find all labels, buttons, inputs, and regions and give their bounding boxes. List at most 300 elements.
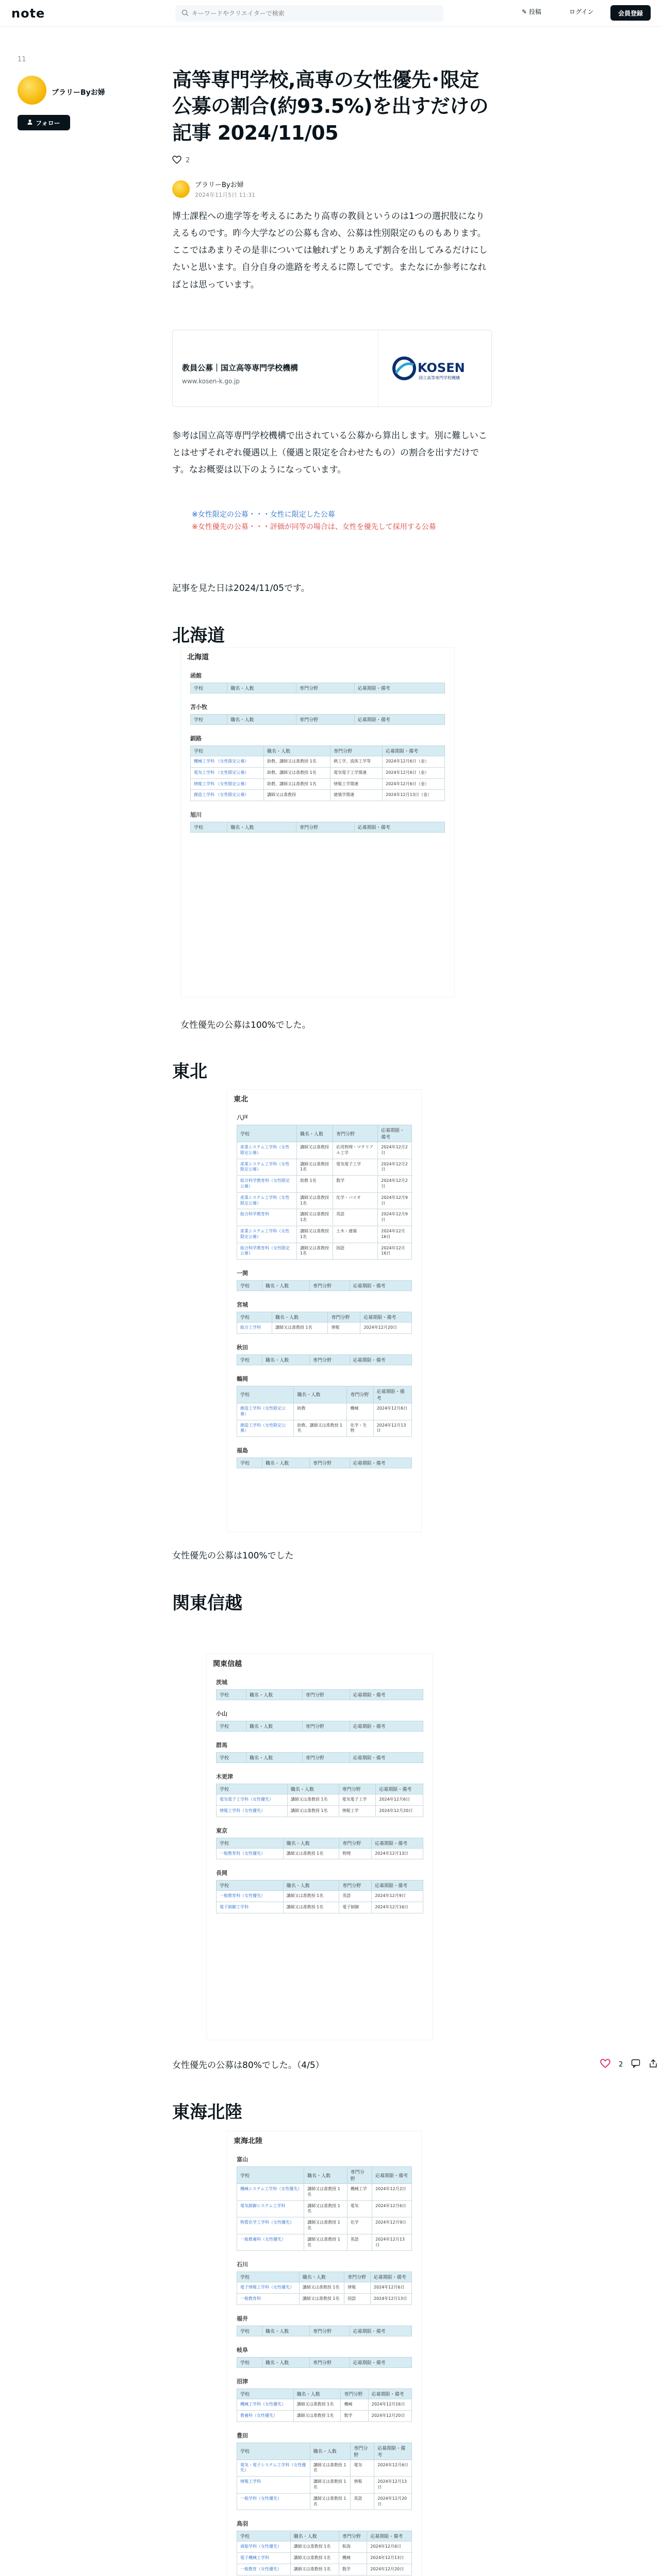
- table-row: [237, 1403, 412, 1420]
- table-row: [191, 767, 445, 778]
- pen-icon: ✎: [522, 8, 527, 15]
- table-header-cell: 応募期限・備考: [350, 1458, 411, 1468]
- table-header-cell: 学校: [191, 683, 227, 693]
- table-header-cell: 専門分野: [296, 715, 355, 725]
- kanto-table-screenshot: [206, 1654, 433, 2040]
- table-cell: 2024年12月2日: [378, 1176, 412, 1193]
- table-cell: 電気: [351, 2460, 374, 2477]
- school-table: [237, 1354, 412, 1365]
- table-header-cell: 職名・人数: [246, 1753, 303, 1763]
- table-cell: 2024年12月6日: [374, 2460, 412, 2477]
- table-header-cell: 学校: [237, 1125, 297, 1142]
- table-cell: 機械: [339, 2553, 367, 2564]
- table-cell[interactable]: 創造工学科 （女性限定公募）: [191, 790, 264, 801]
- table-header-cell: 職名・人数: [227, 715, 296, 725]
- table-header-cell: 職名・人数: [310, 2443, 351, 2460]
- table-cell: 電気電子工学: [333, 1159, 378, 1176]
- table-header-cell: 学校: [237, 1386, 294, 1403]
- table-cell: 講師又は准教授 1名: [293, 2410, 341, 2421]
- table-cell: 2024年12月13日: [372, 1848, 423, 1859]
- like-row: [172, 156, 492, 166]
- table-cell: 2024年12月9日: [372, 1891, 423, 1902]
- table-cell: 電気電子工学: [339, 1794, 376, 1806]
- table-header-cell: 専門分野: [351, 2443, 374, 2460]
- table-cell: 講師又は准教授 1名: [283, 1902, 339, 1913]
- table-header-cell: 学校: [217, 1721, 246, 1732]
- table-cell: 化学・バイオ: [333, 1192, 378, 1209]
- school-table: [216, 1752, 423, 1763]
- table-header-cell: 応募期限・備考: [354, 822, 444, 833]
- table-cell: 講師又は准教授 1名: [272, 1323, 328, 1334]
- table-row: [237, 2460, 412, 2477]
- table-cell: 講師又は准教授 1名: [304, 2234, 347, 2251]
- table-cell: 2024年12月16日: [378, 1243, 412, 1260]
- article-author[interactable]: [172, 179, 492, 199]
- table-header-cell: 職名・人数: [283, 1838, 339, 1848]
- school-table: [216, 1689, 423, 1700]
- table-row: [237, 1420, 412, 1437]
- table-header-cell: 職名・人数: [272, 1312, 328, 1323]
- school-table: [216, 1838, 423, 1860]
- section-heading-hokkaido: 北海道: [172, 625, 225, 646]
- table-cell: 講師又は准教授: [296, 1142, 333, 1159]
- table-header-cell: 応募期限・備考: [368, 2388, 411, 2399]
- table-cell: 機械工学: [347, 2184, 372, 2201]
- table-header-cell: 学校: [191, 822, 227, 833]
- table-header-cell: 応募期限・備考: [354, 683, 444, 693]
- article-author-name[interactable]: ブラリーByお婦: [195, 181, 244, 189]
- floating-actions: [600, 2059, 658, 2070]
- table-header-cell: 専門分野: [309, 2326, 350, 2336]
- table-cell: 講師又は准教授 1名: [290, 2553, 339, 2564]
- hokkaido-table-screenshot: [180, 647, 455, 997]
- table-cell: 数学: [339, 2564, 367, 2575]
- search-icon: [181, 9, 189, 19]
- share-icon[interactable]: [649, 2059, 658, 2070]
- table-cell: 機械: [347, 1403, 373, 1420]
- table-cell[interactable]: 一般教育（女性優先）: [237, 2564, 291, 2575]
- table-row: [237, 1192, 412, 1209]
- table-cell[interactable]: 産業システム工学科（女性限定公募）: [237, 1192, 297, 1209]
- table-cell[interactable]: 電子情報工学科（女性優先）: [237, 2282, 300, 2294]
- table-cell: 講師又は准教授 1名: [299, 2282, 344, 2294]
- section-heading-tohoku: 東北: [172, 1061, 207, 1082]
- table-cell: 情報工学: [339, 1805, 376, 1817]
- table-cell: 国語: [344, 2294, 371, 2305]
- school-table: [216, 1721, 423, 1732]
- checked-date: 記事を見た日は2024/11/05です。: [172, 583, 310, 594]
- table-row: [217, 1848, 423, 1859]
- table-cell: 講師又は准教授 1名: [299, 2294, 344, 2305]
- table-cell: 2024年12月9日: [372, 2217, 412, 2234]
- table-cell: 2024年12月6日（金）: [383, 767, 445, 778]
- top-header: [0, 0, 662, 27]
- table-row: [237, 2493, 412, 2510]
- table-header-cell: 専門分野: [296, 822, 355, 833]
- school-name: 豊田: [237, 2432, 248, 2439]
- author-avatar[interactable]: [18, 76, 46, 105]
- table-row: [217, 1794, 423, 1806]
- table-cell[interactable]: 産業システム工学科（女性限定公募）: [237, 1159, 297, 1176]
- school-table: [237, 1280, 412, 1291]
- tokai-table-screenshot: [227, 2131, 422, 2576]
- table-cell: 助教、講師又は准教授 1名: [294, 1420, 347, 1437]
- table-cell: 2024年12月2日: [378, 1159, 412, 1176]
- table-cell: 2024年12月6日（金）: [383, 756, 445, 768]
- table-header-cell: 学校: [237, 1312, 272, 1323]
- table-header-cell: 応募期限・備考: [350, 1753, 423, 1763]
- login-link[interactable]: ログイン: [569, 8, 594, 15]
- table-row: [237, 2553, 412, 2564]
- school-name: 旭川: [190, 811, 202, 819]
- table-header-cell: 学校: [217, 1838, 284, 1848]
- shot-title: 東海北陸: [234, 2137, 262, 2145]
- table-header-cell: 学校: [237, 1354, 262, 1365]
- table-cell: 2024年12月20日: [367, 2564, 412, 2575]
- table-header-cell: 学校: [191, 715, 227, 725]
- table-header-cell: 学校: [237, 1281, 262, 1291]
- table-row: [237, 2410, 412, 2421]
- table-header-cell: 応募期限・備考: [350, 1354, 411, 1365]
- table-header-cell: 職名・人数: [246, 1690, 303, 1700]
- table-header-cell: 職名・人数: [290, 2531, 339, 2541]
- post-link[interactable]: [522, 7, 541, 16]
- school-name: 東京: [216, 1827, 227, 1834]
- table-cell[interactable]: 一般教育科（女性優先）: [217, 1848, 284, 1859]
- table-cell: 講師又は准教授 1名: [290, 2564, 339, 2575]
- table-header-cell: 専門分野: [328, 1312, 360, 1323]
- table-cell: 情報: [351, 2477, 374, 2494]
- tohoku-table-screenshot: [227, 1089, 422, 1532]
- svg-text:KOSEN: KOSEN: [417, 361, 465, 375]
- school-name: 小山: [216, 1710, 227, 1717]
- table-cell: 2024年12月2日: [378, 1142, 412, 1159]
- school-table: [237, 2388, 412, 2422]
- table-header-cell: 職名・人数: [264, 746, 330, 756]
- table-row: [237, 2217, 412, 2234]
- table-cell: 2024年12月16日: [372, 1902, 423, 1913]
- table-cell: 講師又は准教授 1名: [310, 2477, 351, 2494]
- table-cell: 講師又は准教授 1名: [304, 2200, 347, 2217]
- shot-title: 東北: [234, 1095, 248, 1104]
- table-cell: 講師又は准教授 1名: [296, 1243, 333, 1260]
- table-row: [237, 2200, 412, 2217]
- table-header-cell: 専門分野: [347, 1386, 373, 1403]
- table-header-cell: 専門分野: [330, 746, 383, 756]
- table-header-cell: 応募期限・備考: [367, 2531, 412, 2541]
- table-header-cell: 応募期限・備考: [372, 2167, 412, 2184]
- table-header-cell: 学校: [237, 2388, 294, 2399]
- table-header-cell: 応募期限・備考: [360, 1312, 412, 1323]
- note-logo[interactable]: note: [11, 6, 45, 21]
- table-cell: 2024年12月6日: [376, 1794, 423, 1806]
- table-header-cell: 職名・人数: [283, 1880, 339, 1891]
- table-cell[interactable]: 産業システム工学科（女性限定公募）: [237, 1226, 297, 1243]
- table-header-cell: 専門分野: [339, 1838, 372, 1848]
- table-cell[interactable]: 情報工学科（女性優先）: [217, 1805, 288, 1817]
- table-cell[interactable]: 総合工学科: [237, 1323, 272, 1334]
- article-author-avatar[interactable]: [172, 180, 190, 198]
- section-result-hokkaido: 女性優先の公募は100%でした。: [180, 1020, 311, 1030]
- table-cell: 2024年12月16日: [368, 2399, 411, 2410]
- school-name: 石川: [237, 2261, 248, 2268]
- table-header-cell: 学校: [237, 2443, 310, 2460]
- school-table: [190, 745, 445, 801]
- table-header-cell: 応募期限・備考: [350, 2326, 411, 2336]
- table-header-cell: 職名・人数: [293, 2388, 341, 2399]
- table-header-cell: 応募期限・備考: [376, 1784, 423, 1794]
- table-cell: 電気: [347, 2200, 372, 2217]
- table-header-cell: 応募期限・備考: [378, 1125, 412, 1142]
- school-name: 八戸: [237, 1114, 248, 1121]
- shot-title: 関東信越: [213, 1660, 242, 1668]
- table-cell[interactable]: 産業システム工学科（女性限定公募）: [237, 1142, 297, 1159]
- float-heart-icon[interactable]: [600, 2059, 610, 2070]
- table-cell[interactable]: 機械システム工学科（女性優先）: [237, 2184, 304, 2201]
- school-name: 秋田: [237, 1344, 248, 1351]
- legend-limited: ※女性限定の公募・・・女性に限定した公募: [192, 511, 335, 519]
- table-cell: 2024年12月20日: [374, 2493, 412, 2510]
- section-heading-tokai: 東海北陸: [172, 2102, 242, 2123]
- table-cell: 応用物理・マテリアル工学: [333, 1142, 378, 1159]
- register-button[interactable]: 会員登録: [610, 5, 651, 21]
- table-cell[interactable]: 総合科学教育科: [237, 1209, 297, 1226]
- school-name: 長岡: [216, 1870, 227, 1877]
- table-cell: 2024年12月16日: [378, 1226, 412, 1243]
- table-header-cell: 職名・人数: [227, 822, 296, 833]
- school-name: 群馬: [216, 1742, 227, 1749]
- table-header-cell: 学校: [237, 2531, 291, 2541]
- table-cell: 講師又は准教授 1名: [310, 2460, 351, 2477]
- card-title: 教員公募｜国立高等専門学校機構: [182, 363, 299, 372]
- table-header-cell: 専門分野: [333, 1125, 378, 1142]
- table-cell: 講師又は准教授 1名: [296, 1159, 333, 1176]
- table-header-cell: 職名・人数: [262, 1354, 310, 1365]
- table-cell: 英語: [351, 2493, 374, 2510]
- school-name: 福井: [237, 2315, 248, 2322]
- table-row: [237, 1142, 412, 1159]
- table-cell: 電気電子工学関連: [330, 767, 383, 778]
- table-cell[interactable]: 創造工学科（女性限定公募）: [237, 1403, 294, 1420]
- school-table: [190, 822, 445, 833]
- table-header-cell: 専門分野: [309, 1458, 350, 1468]
- table-cell[interactable]: 電気工学科 （女性限定公募）: [191, 767, 264, 778]
- table-cell: 講師又は准教授: [264, 790, 330, 801]
- table-cell: 2024年12月2日: [372, 2184, 412, 2201]
- table-cell: 講師又は准教授 1名: [304, 2184, 347, 2201]
- table-header-cell: 専門分野: [339, 1880, 372, 1891]
- shot-title: 北海道: [187, 653, 209, 662]
- table-row: [237, 1323, 412, 1334]
- table-cell: 2024年12月6日: [370, 2282, 411, 2294]
- table-cell: 情報: [344, 2282, 371, 2294]
- table-header-cell: 応募期限・備考: [354, 715, 444, 725]
- table-cell: 英語: [347, 2234, 372, 2251]
- search-bar[interactable]: [175, 5, 443, 22]
- table-cell: 2024年12月13日: [374, 2477, 412, 2494]
- follow-button[interactable]: [18, 115, 70, 130]
- school-table: [237, 2531, 412, 2575]
- table-cell: 講師又は准教授 1名: [287, 1794, 339, 1806]
- table-cell[interactable]: 一般教育科: [237, 2294, 300, 2305]
- table-cell: 講師又は准教授 1名: [293, 2399, 341, 2410]
- table-cell: 機械: [341, 2399, 368, 2410]
- section-result-kanto: 女性優先の公募は80%でした。（4/5）: [172, 2060, 324, 2071]
- magazine-count: 11: [18, 56, 26, 63]
- table-header-cell: 専門分野: [309, 1354, 350, 1365]
- article-date: 2024年11月5日 11:31: [195, 191, 256, 198]
- table-cell: 講師又は准教授 1名: [296, 1209, 333, 1226]
- kosen-link-card[interactable]: [172, 330, 492, 407]
- table-cell[interactable]: 電気電子工学科（女性優先）: [217, 1794, 288, 1806]
- table-row: [217, 1805, 423, 1817]
- table-cell[interactable]: 電気・電子システム工学科（女性優先）: [237, 2460, 310, 2477]
- table-header-cell: 学校: [217, 1880, 284, 1891]
- table-cell: 講師又は准教授 1名: [296, 1192, 333, 1209]
- school-name: 木更津: [216, 1773, 233, 1780]
- table-cell: 2024年12月13日（金）: [383, 790, 445, 801]
- paragraph-2: 参考は国立高等専門学校機構で出されている公募から算出します。別に難しいことはせずそれぞれ優遇以上（優遇と限定を合わせたもの）の割合を出すだけです。なお概要は以下のようになっています。: [172, 431, 487, 476]
- table-cell: 2024年12月13日: [373, 1420, 411, 1437]
- table-header-cell: 専門分野: [339, 1784, 376, 1794]
- table-row: [237, 2294, 412, 2305]
- table-cell: 助教、講師又は准教授 1名: [264, 767, 330, 778]
- table-cell[interactable]: 商船学科（女性優先）: [237, 2541, 291, 2553]
- table-header-cell: 専門分野: [309, 2357, 350, 2367]
- table-header-cell: 応募期限・備考: [372, 1838, 423, 1848]
- table-cell: 物理: [339, 1848, 372, 1859]
- table-header-cell: 応募期限・備考: [350, 1721, 423, 1732]
- table-cell[interactable]: 総合科学教育科（女性限定公募）: [237, 1243, 297, 1260]
- section-heading-kanto: 関東信越: [172, 1593, 242, 1614]
- table-cell: 2024年12月13日: [367, 2553, 412, 2564]
- table-cell[interactable]: 機械工学科 （女性限定公募）: [191, 756, 264, 768]
- school-name: 鳥羽: [237, 2520, 248, 2528]
- table-header-cell: 学校: [237, 2167, 304, 2184]
- table-header-cell: 応募期限・備考: [374, 2443, 412, 2460]
- table-header-cell: 職名・人数: [246, 1721, 303, 1732]
- table-cell[interactable]: 一般教養科（女性優先）: [237, 2234, 304, 2251]
- table-header-cell: 専門分野: [341, 2388, 368, 2399]
- table-header-cell: 応募期限・備考: [350, 1690, 423, 1700]
- table-row: [237, 1209, 412, 1226]
- school-table: [237, 2272, 412, 2305]
- search-input[interactable]: [192, 6, 439, 21]
- table-cell[interactable]: 物質化学工学科（女性優先）: [237, 2217, 304, 2234]
- table-header-cell: 職名・人数: [227, 683, 296, 693]
- school-name: 富山: [237, 2156, 248, 2163]
- table-header-cell: 学校: [237, 2357, 262, 2367]
- school-table: [237, 2357, 412, 2368]
- table-header-cell: 専門分野: [309, 1281, 350, 1291]
- school-name: 釧路: [190, 735, 202, 742]
- sidebar-author-name[interactable]: ブラリーByお婦: [52, 89, 105, 97]
- table-cell: 2024年12月6日: [367, 2541, 412, 2553]
- school-name: 苫小牧: [190, 704, 207, 710]
- table-header-cell: 専門分野: [302, 1721, 350, 1732]
- table-cell[interactable]: 電子機械工学科: [237, 2553, 291, 2564]
- table-row: [217, 1902, 423, 1913]
- table-cell: 2024年12月9日: [378, 1192, 412, 1209]
- table-header-cell: 学校: [237, 2272, 300, 2282]
- table-row: [191, 756, 445, 768]
- table-cell[interactable]: 機械工学科（女性優先）: [237, 2399, 294, 2410]
- table-row: [237, 2282, 412, 2294]
- table-cell: 助教、講師又は准教授 1名: [264, 756, 330, 768]
- table-cell[interactable]: 一般学科（女性優先）: [237, 2493, 310, 2510]
- school-table: [237, 1312, 412, 1334]
- table-header-cell: 応募期限・備考: [372, 1880, 423, 1891]
- table-cell: 化学・生物: [347, 1420, 373, 1437]
- comment-icon[interactable]: [631, 2059, 640, 2070]
- table-row: [191, 790, 445, 801]
- table-cell: 情報工学関連: [330, 778, 383, 790]
- table-header-cell: 専門分野: [296, 683, 355, 693]
- table-cell[interactable]: 電子制御工学科: [217, 1902, 284, 1913]
- school-name: 沼津: [237, 2378, 248, 2385]
- person-add-icon: [27, 119, 34, 127]
- table-header-cell: 専門分野: [302, 1753, 350, 1763]
- table-row: [237, 2184, 412, 2201]
- school-name: 函館: [190, 672, 202, 679]
- table-cell: 講師又は准教授 1名: [304, 2217, 347, 2234]
- legend-preferred: ※女性優先の公募・・・評価が同等の場合は、女性を優先して採用する公募: [192, 523, 436, 531]
- table-cell: 2024年12月20日: [368, 2410, 411, 2421]
- table-cell: 電子制御: [339, 1902, 372, 1913]
- table-header-cell: 応募期限・備考: [350, 2357, 411, 2367]
- school-name: 岐阜: [237, 2346, 248, 2353]
- table-cell: 2024年12月20日: [376, 1805, 423, 1817]
- intro-paragraph: 博士課程への進学等を考えるにあたり高専の教員というのは1つの選択肢になりえるものです。昨今大学などの公募も含め、公募は性別限定のものもあります。ここではあまりその是非については触れずとりあえず割合を出してみるだけにしたいと思います。自分自身の進路を考えるに際してです。またなにか参考になればとは思っています。: [172, 211, 488, 290]
- table-row: [217, 1891, 423, 1902]
- table-cell[interactable]: 情報工学科 （女性限定公募）: [191, 778, 264, 790]
- table-cell[interactable]: 教養科（女性優先）: [237, 2410, 294, 2421]
- table-row: [191, 778, 445, 790]
- table-cell: 2024年12月6日: [372, 2200, 412, 2217]
- table-cell: 助教 1名: [296, 1176, 333, 1193]
- table-header-cell: 応募期限・備考: [370, 2272, 411, 2282]
- table-header-cell: 専門分野: [347, 2167, 372, 2184]
- table-cell: 講師又は准教授 1名: [283, 1848, 339, 1859]
- table-cell[interactable]: 一般教育科（女性優先）: [217, 1891, 284, 1902]
- table-header-cell: 学校: [217, 1784, 288, 1794]
- table-header-cell: 職名・人数: [299, 2272, 344, 2282]
- school-table: [237, 2166, 412, 2251]
- school-table: [216, 1784, 423, 1817]
- table-cell: 英語: [333, 1209, 378, 1226]
- table-cell[interactable]: 電気制御システム工学科: [237, 2200, 304, 2217]
- like-count: 2: [186, 157, 190, 165]
- table-header-cell: 職名・人数: [262, 1281, 310, 1291]
- svg-text:国立高等専門学校機構: 国立高等専門学校機構: [418, 376, 460, 380]
- section-result-tohoku: 女性優先の公募は100%でした: [172, 1551, 294, 1561]
- school-name: 福島: [237, 1447, 248, 1454]
- table-header-cell: 職名・人数: [296, 1125, 333, 1142]
- table-cell[interactable]: 情報工学科: [237, 2477, 310, 2494]
- heart-icon[interactable]: [172, 156, 181, 166]
- table-cell: 助教、講師又は准教授 1名: [264, 778, 330, 790]
- table-cell: 数学: [341, 2410, 368, 2421]
- table-cell: 助教: [294, 1403, 347, 1420]
- table-cell: 2024年12月6日（金）: [383, 778, 445, 790]
- table-cell[interactable]: 創造工学科（女性限定公募）: [237, 1420, 294, 1437]
- table-cell: 2024年12月6日: [373, 1403, 411, 1420]
- table-cell: 建築学関連: [330, 790, 383, 801]
- school-name: 一関: [237, 1270, 248, 1277]
- card-url: www.kosen-k.go.jp: [182, 378, 240, 385]
- table-cell[interactable]: 総合科学教育科（女性限定公募）: [237, 1176, 297, 1193]
- table-header-cell: 学校: [191, 746, 264, 756]
